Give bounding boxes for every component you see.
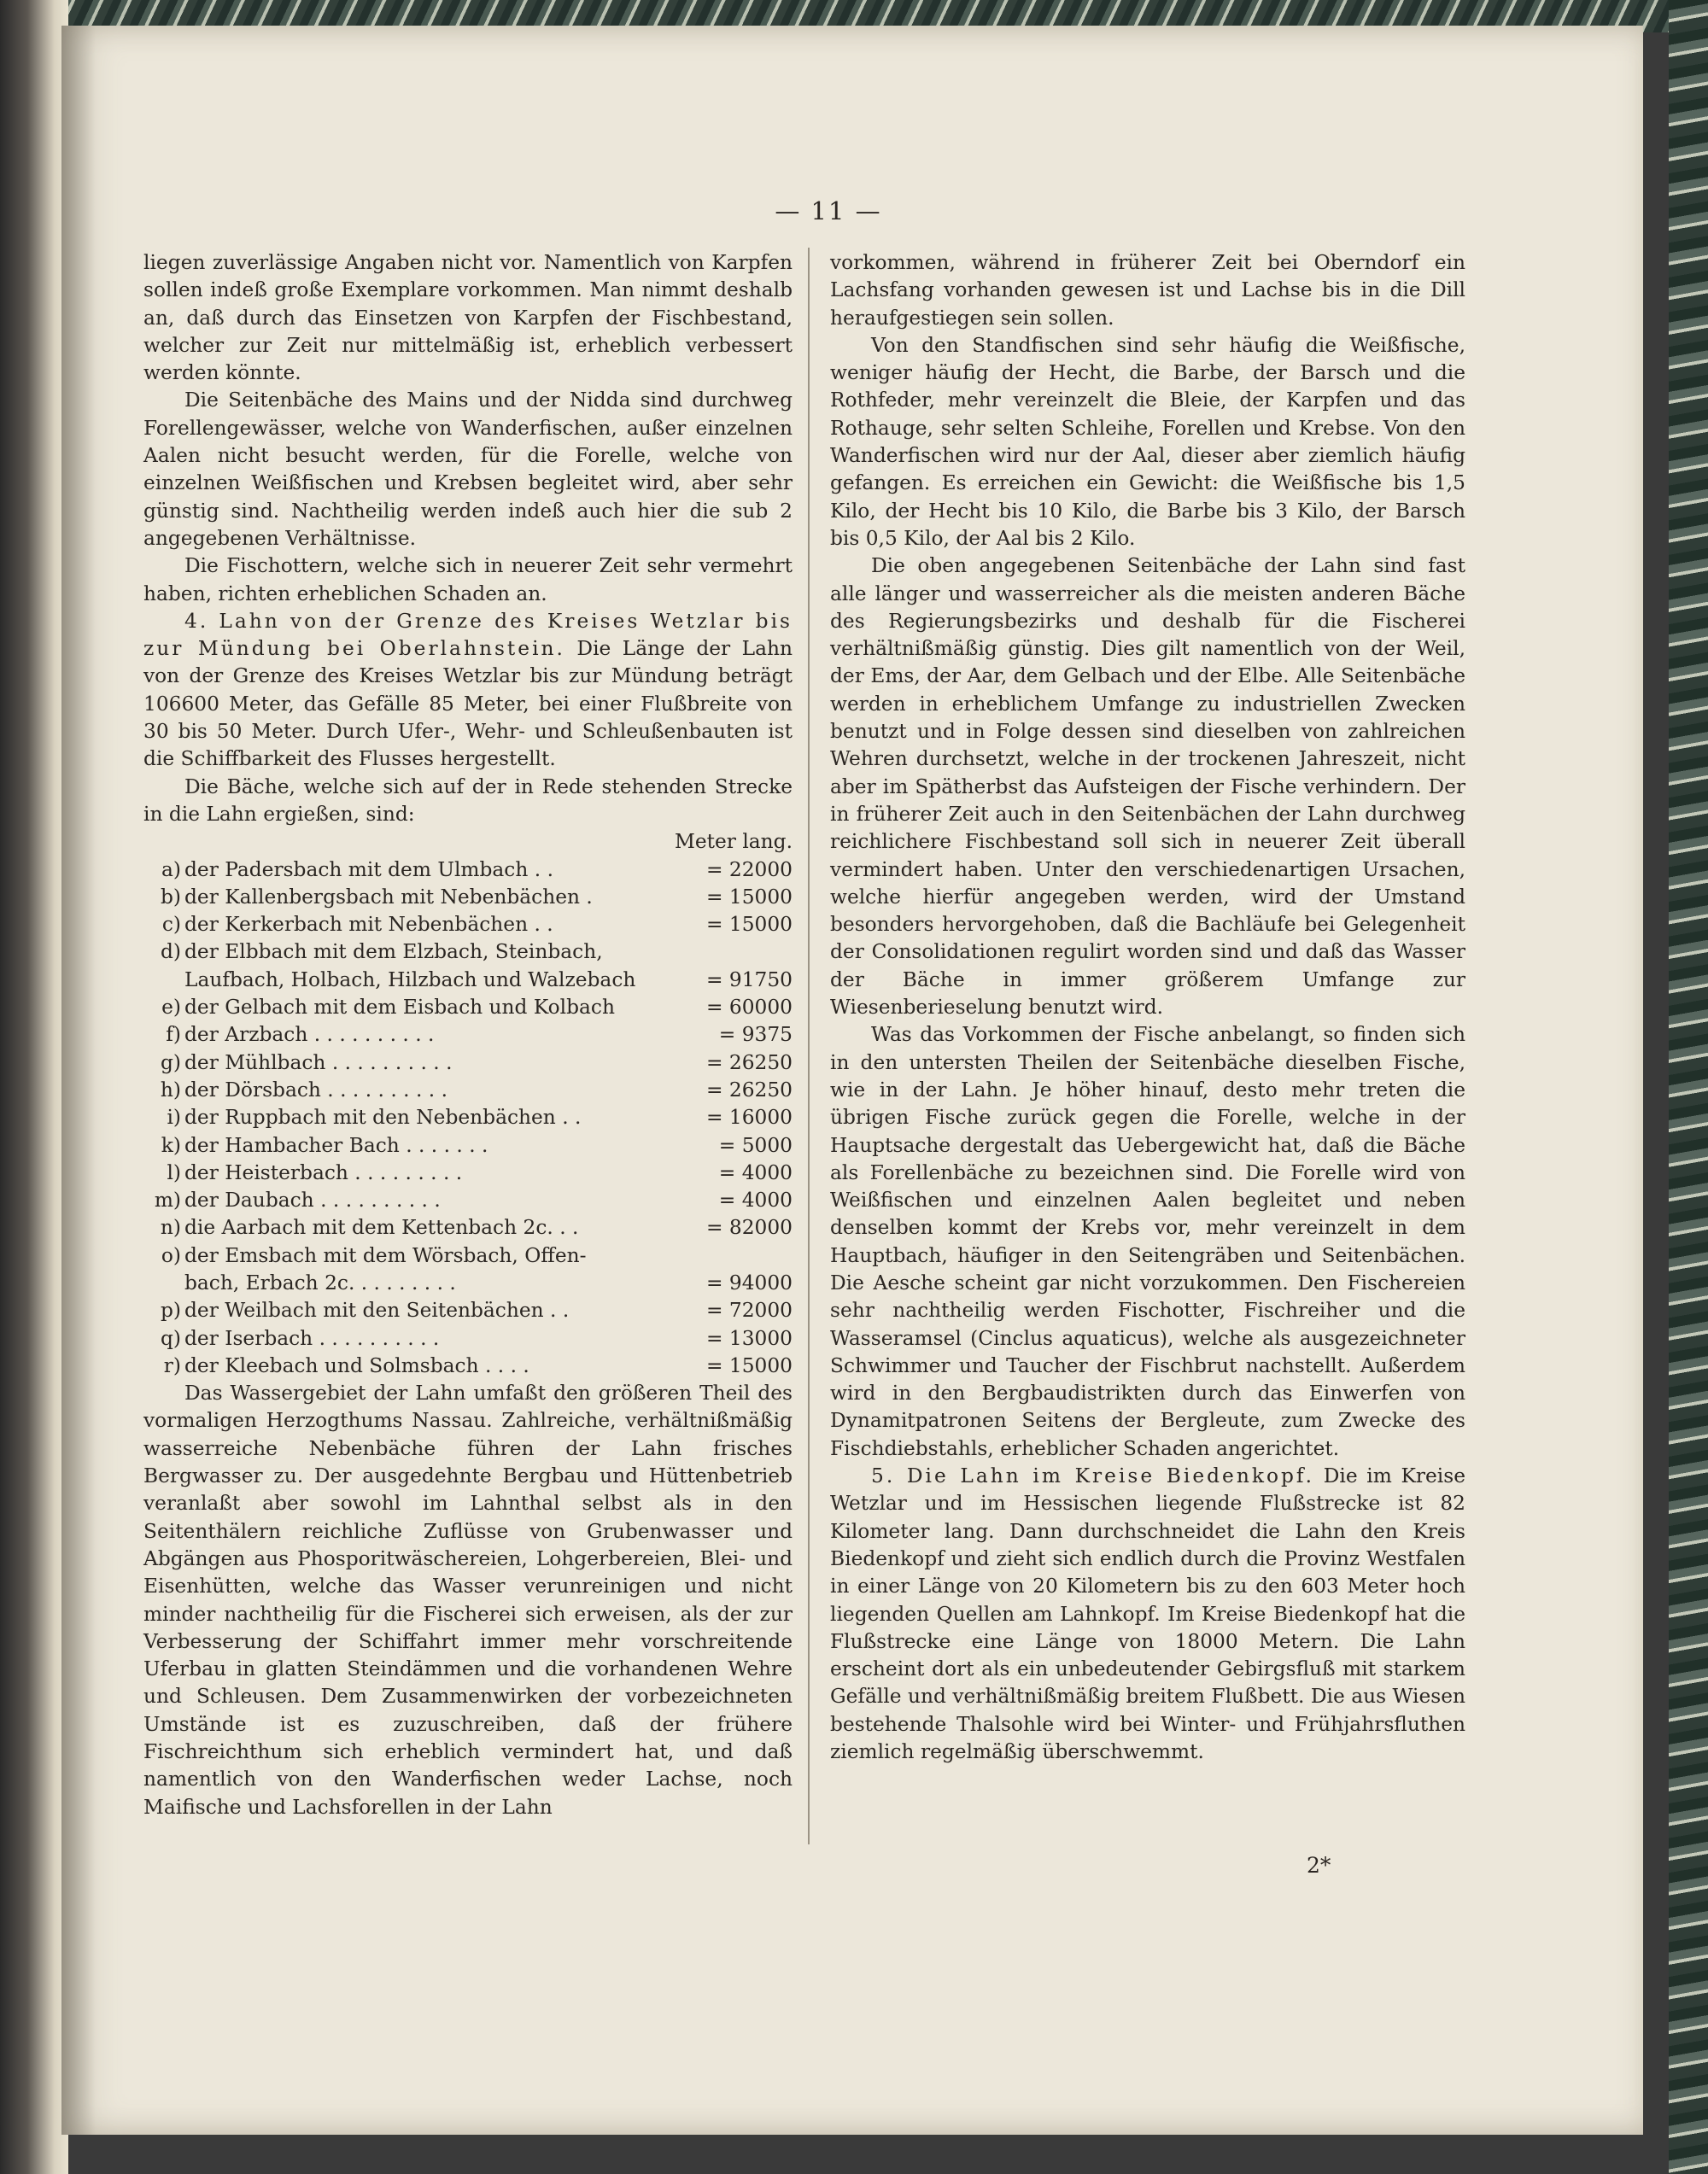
- paragraph-wassergebiet: Das Wassergebiet der Lahn umfaßt den größeren Theil des vormaligen Herzogthums Nassau. Zahlreiche, verhältnißmäßig wasserreiche Nebenbäche führen der Lahn frisches Bergwasser zu. Der ausgedehnte Bergbau und Hüttenbetrieb veranlaßt aber sowohl im Lahnthal selbst als in den Seitenthälern reichliche Zuflüsse von Grubenwasser und Abgängen aus Phosporitwäschereien, Lohgerbereien, Blei- und Eisenhütten, welche das Wasser verunreinigen und nicht minder nachtheilig für die Fischerei sich erweisen, als der zur Verbesserung der Schiffahrt immer mehr vorschreitende Uferbau in glatten Steindämmen und die vorhandenen Wehre und Schleusen. Dem Zusammenwirken der vorbezeichneten Umstände ist es zuzuschreiben, daß der frühere Fischreichthum sich erheblich vermindert hat, und daß namentlich von den Wanderfischen weder Lachse, noch Maifische und Lachsforellen in der Lahn: [143, 1382, 793, 1819]
- stream-key: h): [160, 1078, 181, 1102]
- stream-length: = 60000: [705, 996, 793, 1020]
- left-column: [143, 249, 793, 1821]
- stream-name: der Elbbach mit dem Elzbach, Steinbach,: [184, 940, 603, 964]
- list-item: [143, 1104, 793, 1131]
- stream-key: o): [161, 1243, 181, 1267]
- stream-key: q): [160, 1326, 181, 1350]
- stream-key: a): [161, 857, 181, 881]
- paragraph-seitenbaeche-lahn: Die oben angegebenen Seitenbäche der Lahn sind fast alle länger und wasserreicher als die meisten anderen Bäche des Regierungsbezirks und deshalb für die Fischerei verhältnißmäßig günstig. Dies gilt namentlich von der Weil, der Ems, der Aar, dem Gelbach und der Elbe. Alle Seitenbäche werden in erheblichem Umfange zu industriellen Zwecken benutzt und in Folge dessen sind dieselben von zahlreichen Wehren durchsetzt, welche in der trockenen Jahreszeit, nicht aber im Spätherbst das Aufsteigen der Fische verhindern. Der in früherer Zeit auch in den Seitenbächen der Lahn durchweg reichlichere Fischbestand soll sich in neuerer Zeit überall vermindert haben. Unter den verschiedenartigen Ursachen, welche hierfür angegeben werden, wird der Umstand besonders hervorgehoben, daß die Bachläufe bei Gelegenheit der Consolidationen regulirt worden sind und daß das Wasser der Bäche in immer größerem Umfange zur Wiesenberieselung benutzt wird.: [830, 554, 1465, 1020]
- list-header: Meter lang.: [675, 830, 793, 854]
- stream-name: der Heisterbach . . . . . . . . .: [184, 1160, 463, 1184]
- list-item: [143, 884, 793, 911]
- book-binding-right: [1669, 0, 1708, 2174]
- page-number: — 11 —: [775, 196, 882, 225]
- section-5-heading: 5. Die Lahn im Kreise Biedenkopf.: [871, 1464, 1315, 1488]
- stream-name: der Mühlbach . . . . . . . . . .: [184, 1050, 453, 1074]
- stream-name: der Emsbach mit dem Wörsbach, Offen-: [184, 1243, 587, 1267]
- right-column: [830, 249, 1465, 1766]
- stream-key: k): [161, 1133, 181, 1157]
- stream-key: [143, 967, 184, 994]
- stream-key: g): [160, 1050, 181, 1074]
- stream-length: = 94000: [705, 1271, 793, 1294]
- stream-key: n): [160, 1216, 181, 1240]
- stream-name: der Kleebach und Solmsbach . . . .: [184, 1353, 529, 1377]
- stream-name: der Kallenbergsbach mit Nebenbächen .: [184, 885, 593, 909]
- stream-name: der Daubach . . . . . . . . . .: [184, 1189, 441, 1213]
- list-item: [143, 994, 793, 1021]
- stream-name: der Dörsbach . . . . . . . . . .: [184, 1078, 448, 1102]
- stream-key: r): [163, 1353, 181, 1377]
- stream-list: [143, 856, 793, 1381]
- stream-length: = 16000: [705, 1106, 793, 1130]
- stream-name: Laufbach, Holbach, Hilzbach und Walzebach: [184, 967, 636, 991]
- list-item: [143, 938, 793, 966]
- stream-length: [673, 1242, 793, 1270]
- list-item: [143, 1270, 793, 1297]
- stream-key: p): [160, 1299, 181, 1323]
- stream-key: l): [167, 1160, 181, 1184]
- stream-name: der Arzbach . . . . . . . . . .: [184, 1023, 435, 1047]
- list-item: [143, 1132, 793, 1160]
- stream-name: der Kerkerbach mit Nebenbächen . .: [184, 913, 553, 937]
- stream-length: = 91750: [705, 967, 793, 991]
- stream-key: i): [167, 1106, 181, 1130]
- list-item: [143, 1297, 793, 1324]
- stream-key: e): [161, 996, 181, 1020]
- stream-length: = 72000: [705, 1299, 793, 1323]
- paragraph-vorkommen: Was das Vorkommen der Fische anbelangt, so finden sich in den untersten Theilen der Seitenbäche dieselben Fische, wie in der Lahn. Je höher hinauf, desto mehr treten die übrigen Fische zurück gegen die Forelle, welche in der Hauptsache dergestalt das Uebergewicht hat, daß die Bäche als Forellenbäche zu bezeichnen sind. Die Forelle wird von Weißfischen und einzelnen Aalen begleitet und neben denselben kommt der Krebs vor, mehr vereinzelt in dem Hauptbach, häufiger in den Seitengräben und Seitenbächen. Die Aesche scheint gar nicht vorzukommen. Den Fischereien sehr nachtheilig werden Fischotter, Fischreiher und die Wasseramsel (Cinclus aquaticus), welche als ausgezeichneter Schwimmer und Taucher der Fischbrut nachstellt. Außerdem wird in den Bergbaudistrikten durch das Einwerfen von Dynamitpatronen Seitens der Bergleute, zum Zwecke des Fischdiebstahls, erheblicher Schaden angerichtet.: [830, 1023, 1465, 1460]
- stream-length: = 26250: [705, 1078, 793, 1102]
- stream-length: [673, 938, 793, 966]
- list-item: [143, 1187, 793, 1214]
- paragraph-continuation: vorkommen, während in früherer Zeit bei Oberndorf ein Lachsfang vorhanden gewesen ist und Lachse bis in die Dill heraufgestiegen sein sollen.: [830, 251, 1465, 330]
- stream-length: = 9375: [718, 1023, 793, 1047]
- paragraph-seitenbaeche-main: Die Seitenbäche des Mains und der Nidda sind durchweg Forellengewässer, welche von Wanderfischen, außer einzelnen Aalen nicht besucht werden, für die Forelle, welche von einzelnen Weißfischen und Krebsen begleitet wird, aber sehr günstig sind. Nachtheilig werden indeß auch hier die sub 2 angegebenen Verhältnisse.: [143, 389, 793, 550]
- stream-name: der Hambacher Bach . . . . . . .: [184, 1133, 488, 1157]
- list-item: [143, 911, 793, 938]
- stream-length: = 22000: [705, 857, 793, 881]
- list-item: [143, 1077, 793, 1104]
- list-item: [143, 1353, 793, 1380]
- stream-length: = 15000: [705, 1353, 793, 1377]
- list-item: [143, 856, 793, 884]
- stream-key: m): [154, 1189, 181, 1213]
- paragraph-fischottern: Die Fischottern, welche sich in neuerer Zeit sehr vermehrt haben, richten erheblichen Schaden an.: [143, 554, 793, 605]
- list-item: [143, 1021, 793, 1049]
- stream-name: der Ruppbach mit den Nebenbächen . .: [184, 1106, 582, 1130]
- stream-name: der Weilbach mit den Seitenbächen . .: [184, 1299, 570, 1323]
- book-gutter: [0, 0, 68, 2174]
- stream-key: f): [166, 1023, 181, 1047]
- list-item: [143, 967, 793, 994]
- stream-key: c): [161, 913, 181, 937]
- stream-length: = 15000: [705, 913, 793, 937]
- paragraph-intro: liegen zuverlässige Angaben nicht vor. Namentlich von Karpfen sollen indeß große Exemplare vorkommen. Man nimmt deshalb an, daß durch das Einsetzen von Karpfen der Fischbestand, welcher zur Zeit nur mittelmäßig ist, erheblich verbessert werden könnte.: [143, 251, 793, 385]
- list-item: [143, 1214, 793, 1242]
- list-item: [143, 1049, 793, 1077]
- stream-name: bach, Erbach 2c. . . . . . . . .: [184, 1271, 456, 1294]
- list-item: [143, 1325, 793, 1353]
- stream-name: die Aarbach mit dem Kettenbach 2c. . .: [184, 1216, 579, 1240]
- section-4-heading: 4. Lahn von der Grenze des Kreises Wetzlar bis zur Mündung bei Oberlahnstein.: [143, 609, 793, 661]
- stream-key: d): [160, 940, 181, 964]
- stream-length: = 15000: [705, 885, 793, 909]
- stream-key: [143, 1270, 184, 1297]
- section-5-text: Die im Kreise Wetzlar und im Hessischen liegende Flußstrecke ist 82 Kilometer lang. Dann durchschneidet die Lahn den Kreis Biedenkopf und zieht sich endlich durch die Provinz Westfalen in einer Länge von 20 Kilometern bis zu den 603 Meter hoch liegenden Quellen am Lahnkopf. Im Kreise Biedenkopf hat die Flußstrecke eine Länge von 18000 Metern. Die Lahn erscheint dort als ein unbedeutender Gebirgsfluß mit starkem Gefälle und verhältnißmäßig breitem Flußbett. Die aus Wiesen bestehende Thalsohle wird bei Winter- und Frühjahrsfluthen ziemlich regelmäßig überschwemmt.: [830, 1464, 1465, 1764]
- stream-key: b): [160, 885, 181, 909]
- paragraph-baeche-intro: Die Bäche, welche sich auf der in Rede stehenden Strecke in die Lahn ergießen, sind:: [143, 774, 793, 826]
- stream-name: der Gelbach mit dem Eisbach und Kolbach: [184, 996, 615, 1020]
- paragraph-standfische: Von den Standfischen sind sehr häufig die Weißfische, weniger häufig der Hecht, die Barbe, der Barsch und die Rothfeder, mehr vereinzelt die Bleie, der Karpfen und das Rothauge, sehr selten Schleihe, Forellen und Krebse. Von den Wanderfischen wird nur der Aal, dieser aber ziemlich häufig gefangen. Es erreichen ein Gewicht: die Weißfische bis 1,5 Kilo, der Hecht bis 10 Kilo, die Barbe bis 3 Kilo, der Barsch bis 0,5 Kilo, der Aal bis 2 Kilo.: [830, 333, 1465, 550]
- section-4: [143, 608, 793, 774]
- list-item: [143, 1160, 793, 1187]
- stream-length: = 26250: [705, 1050, 793, 1074]
- stream-length: = 4000: [718, 1160, 793, 1184]
- gutter-shadow: [61, 26, 96, 2135]
- list-item: [143, 1242, 793, 1270]
- stream-length: = 4000: [718, 1189, 793, 1213]
- stream-length: = 82000: [705, 1216, 793, 1240]
- column-divider: [808, 248, 810, 1844]
- stream-name: der Padersbach mit dem Ulmbach . .: [184, 857, 553, 881]
- section-4-text: Die Länge der Lahn von der Grenze des Kreises Wetzlar bis zur Mündung beträgt 106600 Meter, das Gefälle 85 Meter, bei einer Flußbreite von 30 bis 50 Meter. Durch Ufer-, Wehr- und Schleußenbauten ist die Schiffbarkeit des Flusses hergestellt.: [143, 637, 793, 771]
- stream-name: der Iserbach . . . . . . . . . .: [184, 1326, 440, 1350]
- stream-length: = 13000: [705, 1326, 793, 1350]
- signature-mark: 2*: [1307, 1853, 1331, 1878]
- stream-length: = 5000: [718, 1133, 793, 1157]
- section-5: [830, 1463, 1465, 1766]
